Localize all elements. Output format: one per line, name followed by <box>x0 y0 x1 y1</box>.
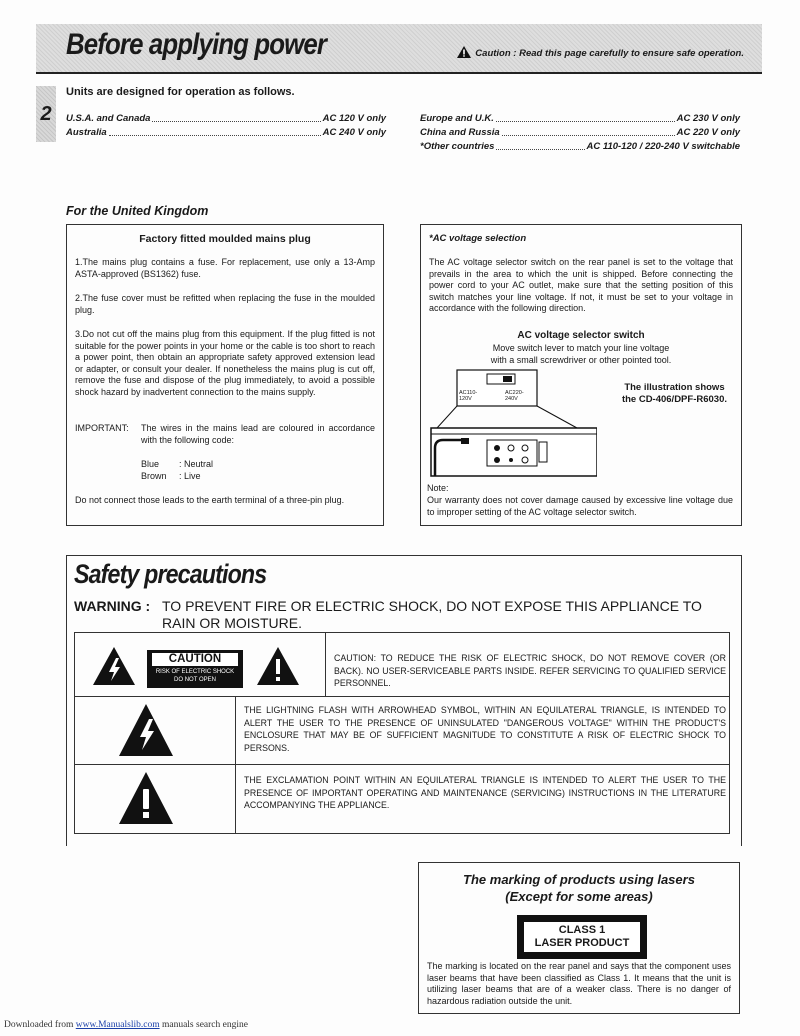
note-text: Our warranty does not cover damage caused by excessive line voltage due to improper setting of the AC voltage selector switch. <box>427 495 733 517</box>
voltage-row <box>420 140 740 154</box>
switch-left-label: AC110-120V <box>459 390 478 402</box>
voltage-row <box>66 112 386 126</box>
caption-line: The illustration shows <box>624 382 725 393</box>
important-label: IMPORTANT: <box>75 423 129 433</box>
class1-laser-label <box>517 915 647 959</box>
voltage-value: AC 230 V only <box>676 113 740 124</box>
caution-label-sub: RISK OF ELECTRIC SHOCK <box>155 669 235 675</box>
voltage-row <box>66 126 386 140</box>
rear-panel-illustration <box>427 368 597 478</box>
voltage-value: AC 120 V only <box>322 113 386 124</box>
ac-voltage-box <box>420 224 742 526</box>
page-number: 2 <box>36 86 56 142</box>
laser-title-line: (Except for some areas) <box>505 889 653 904</box>
selector-instructions <box>421 343 741 366</box>
caution-label-sub: DO NOT OPEN <box>174 677 216 683</box>
safety-title: Safety precautions <box>74 559 267 589</box>
manualslib-link[interactable]: www.Manualslib.com <box>75 1020 160 1030</box>
plug-item-3: 3.Do not cut off the mains plug from this equipment. If the plug fitted is not suitable for the power points in your home or the cable is too short to reach a power point, then obtain an appropriate safety approved extension lead or adapter, or consult your dealer. If nonetheless the mains plug is cut off, remove the fuse and dispose of the plug immediately, to avoid a possible shock hazard by inadvertent connection to the mains supply. <box>75 329 375 397</box>
voltage-row <box>420 112 740 126</box>
voltage-value: AC 220 V only <box>676 127 740 138</box>
page-header <box>36 24 762 74</box>
voltage-value: AC 110-120 / 220-240 V switchable <box>586 141 740 152</box>
lightning-triangle-icon <box>118 703 174 762</box>
exclamation-triangle-icon <box>118 771 174 830</box>
caution-label-title: CAUTION <box>152 653 238 666</box>
laser-title <box>419 871 739 905</box>
warning-text: TO PREVENT FIRE OR ELECTRIC SHOCK, DO NOT EXPOSE THIS APPLIANCE TO RAIN OR MOISTURE. <box>162 598 702 631</box>
region-label: U.S.A. and Canada <box>66 113 151 124</box>
plug-item-1: 1.The mains plug contains a fuse. For replacement, use only a 13-Amp ASTA-approved (BS1362) fuse. <box>75 257 375 279</box>
laser-title-line: The marking of products using lasers <box>463 872 695 887</box>
selector-heading: AC voltage selector switch <box>517 330 645 341</box>
voltage-row <box>420 126 740 140</box>
plug-item-2: 2.The fuse cover must be refitted when replacing the fuse in the moulded plug. <box>75 293 375 315</box>
exclamation-text: THE EXCLAMATION POINT WITHIN AN EQUILATERAL TRIANGLE IS INTENDED TO ALERT THE USER TO THE PRESENCE OF IMPORTANT OPERATING AND MAINTENANCE (SERVICING) INSTRUCTIONS IN THE LITERATURE ACCOMPANYING THE APPLIANCE. <box>244 775 726 810</box>
blue-value: : Neutral <box>179 459 214 469</box>
header-caution-note <box>457 46 744 61</box>
note-label: Note: <box>427 483 449 493</box>
uk-heading: For the United Kingdom <box>66 204 209 218</box>
plug-footer-note: Do not connect those leads to the earth terminal of a three-pin plug. <box>75 495 345 505</box>
laser-label-line: LASER PRODUCT <box>534 937 630 949</box>
important-text: The wires in the mains lead are coloured in accordance with the following code: <box>141 423 375 445</box>
footer-suffix: manuals search engine <box>159 1020 248 1030</box>
units-heading: Units are designed for operation as follows. <box>66 86 295 98</box>
lightning-triangle-icon <box>92 646 136 691</box>
exclamation-triangle-icon <box>256 646 300 691</box>
ac-voltage-title: *AC voltage selection <box>429 233 527 244</box>
voltage-value: AC 240 V only <box>322 127 386 138</box>
blue-label: Blue <box>141 459 160 469</box>
footer-prefix: Downloaded from <box>4 1020 76 1030</box>
caption-line: the CD-406/DPF-R6030. <box>621 394 727 405</box>
laser-label-line: CLASS 1 <box>558 924 606 936</box>
warning-label: WARNING : <box>74 598 151 614</box>
caution-label <box>147 650 243 688</box>
selector-line: with a small screwdriver or other pointed tool. <box>490 354 672 365</box>
laser-marking-box <box>418 862 740 1014</box>
brown-label: Brown <box>141 471 167 481</box>
switch-right-label: AC220-240V <box>505 390 524 402</box>
region-label: China and Russia <box>420 127 500 138</box>
region-label: Europe and U.K. <box>420 113 494 124</box>
caution-text: CAUTION: TO REDUCE THE RISK OF ELECTRIC SHOCK, DO NOT REMOVE COVER (OR BACK). NO USER-SERVICEABLE PARTS INSIDE. REFER SERVICING TO QUALIFIED SERVICE PERSONNEL. <box>334 653 726 688</box>
illustration-caption <box>622 382 727 406</box>
lightning-text: THE LIGHTNING FLASH WITH ARROWHEAD SYMBOL, WITHIN AN EQUILATERAL TRIANGLE, IS INTENDED TO ALERT THE USER TO THE PRESENCE OF UNINSULATED "DANGEROUS VOLTAGE" WITHIN THE PRODUCT'S ENCLOSURE THAT MAY BE OF SUFFICIENT MAGNITUDE TO CONSTITUTE A RISK OF ELECTRIC SHOCK TO PERSONS. <box>244 705 726 753</box>
region-label: Australia <box>66 127 107 138</box>
region-label: *Other countries <box>420 141 495 152</box>
mains-plug-title: Factory fitted moulded mains plug <box>139 233 311 245</box>
selector-line: Move switch lever to match your line voltage <box>492 343 670 353</box>
brown-value: : Live <box>179 471 201 481</box>
ac-voltage-intro: The AC voltage selector switch on the rear panel is set to the voltage that prevails in the area to which the unit is shipped. Before connecting the power cord to your AC outlet, make sure that the setting position of this switch matches your line voltage. If not, it must be set to your voltage in accordance with the following direction. <box>429 257 733 313</box>
warning-triangle-icon <box>457 46 471 61</box>
laser-text: The marking is located on the rear panel and says that the component uses laser beams that have been classified as Class 1. It means that the unit is utilizing laser beams that are of a weaker class. There is no danger of hazardous radiation outside the unit. <box>427 961 731 1006</box>
mains-plug-box <box>66 224 384 526</box>
page-title: Before applying power <box>66 28 327 61</box>
caution-text: Caution : Read this page carefully to ensure safe operation. <box>475 48 744 60</box>
download-footer <box>4 1020 248 1030</box>
